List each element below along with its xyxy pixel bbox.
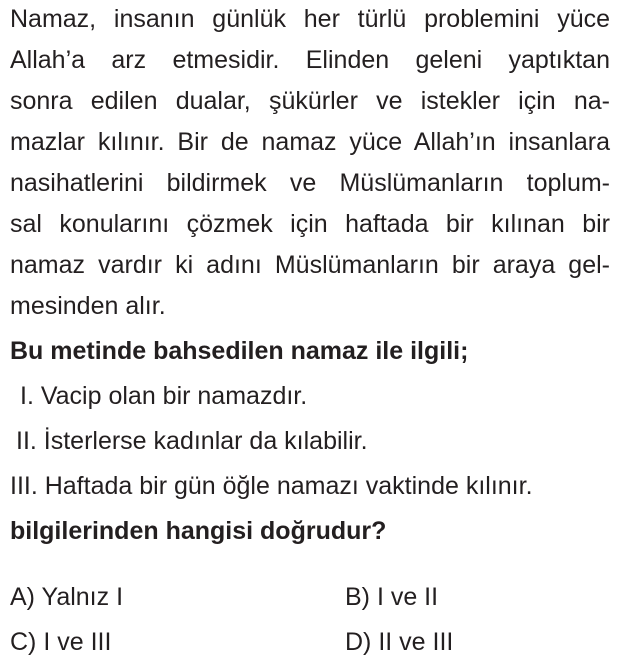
passage-line: sonra edilen dualar, şükürler ve istekler için na- [10,87,610,115]
passage-line: sal konularını çözmek için haftada bir kılınan bir [10,210,610,238]
passage-line: mazlar kılınır. Bir de namaz yüce Allah’ın insanlara [10,128,610,156]
question-intro: Bu metinde bahsedilen namaz ile ilgili; [10,337,469,365]
option-b[interactable]: B) I ve II [345,583,439,611]
statement-item: III. Haftada bir gün öğle namazı vaktinde kılınır. [10,472,533,500]
option-a[interactable]: A) Yalnız I [10,583,124,611]
passage-line: namaz vardır ki adını Müslümanların bir araya gel- [10,251,610,279]
question-end: bilgilerinden hangisi doğrudur? [10,517,387,545]
option-c[interactable]: C) I ve III [10,628,112,656]
passage-line: nasihatlerini bildirmek ve Müslümanların toplum- [10,169,610,197]
statement-item: I. Vacip olan bir namazdır. [20,382,308,410]
passage-line: mesinden alır. [10,292,166,320]
passage-line: Allah’a arz etmesidir. Elinden geleni yaptıktan [10,46,610,74]
option-d[interactable]: D) II ve III [345,628,454,656]
statement-item: II. İsterlerse kadınlar da kılabilir. [16,427,368,455]
passage-line: Namaz, insanın günlük her türlü problemini yüce [10,5,610,33]
